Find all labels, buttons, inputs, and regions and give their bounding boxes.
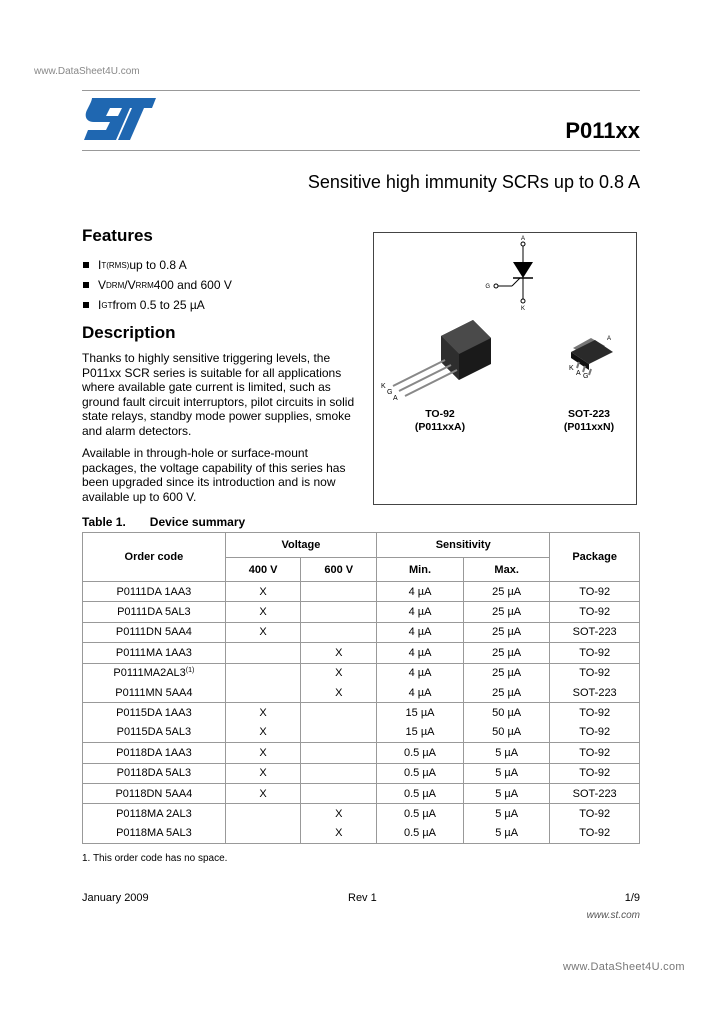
to92-pin-g: G — [387, 389, 393, 396]
header-min: Min. — [377, 558, 464, 582]
sot223-pin-tab: A — [607, 336, 612, 342]
watermark-bottom: www.DataSheet4U.com — [563, 961, 685, 973]
document-subtitle: Sensitive high immunity SCRs up to 0.8 A — [307, 172, 640, 192]
table-row: P0115DA 1AA3 X 15 µA 50 µA TO-92 — [83, 703, 640, 723]
description-paragraph-1: Thanks to highly sensitive triggering levels, the P011xx SCR series is suitable for all applications where available gate current is limited, such as ground fault circuit interruptors, pilot circuits in solid state relays, standby mode power supplies, smoke and alarm detectors. — [82, 351, 355, 438]
footer-revision: Rev 1 — [348, 892, 377, 904]
document-title: P011xx — [565, 118, 640, 143]
header-rule-top — [82, 90, 640, 91]
sot223-caption: SOT-223 (P011xxN) — [563, 408, 615, 433]
gate-label: G — [485, 284, 490, 290]
watermark-top: www.DataSheet4U.com — [34, 66, 140, 77]
feature-item-voltage: V DRM /V RRM 400 and 600 V — [82, 275, 362, 295]
header-400v: 400 V — [225, 558, 301, 582]
header-package: Package — [550, 533, 640, 582]
sot223-pin-k: K — [569, 365, 574, 372]
bullet-icon — [83, 262, 89, 268]
header-rule-bottom — [82, 150, 640, 151]
header-max: Max. — [463, 558, 549, 582]
feature-item-gate-current: I GT from 0.5 to 25 µA — [82, 295, 362, 315]
table-row: P0111MN 5AA4 X 4 µA 25 µA SOT-223 — [83, 683, 640, 703]
to92-package-icon — [393, 320, 491, 396]
table-row: P0111MA2AL3$^{(1)}$ X 4 µA 25 µA TO-92 — [83, 663, 640, 683]
features-list — [82, 255, 362, 315]
header-order-code: Order code — [83, 533, 226, 582]
table-row: P0118DN 5AA4 X 0.5 µA 5 µA SOT-223 — [83, 783, 640, 803]
features-heading: Features — [82, 226, 153, 245]
footer-date: January 2009 — [82, 892, 149, 904]
description-paragraph-2: Available in through-hole or surface-mount packages, the voltage capability of this series has been upgraded since its introduction and is now available up to 600 V. — [82, 446, 346, 504]
to92-caption: TO-92 (P011xxA) — [414, 408, 466, 433]
header-600v: 600 V — [301, 558, 377, 582]
table-row: P0118DA 5AL3 X 0.5 µA 5 µA TO-92 — [83, 763, 640, 783]
feature-item-current: I T(RMS) up to 0.8 A — [82, 255, 362, 275]
table-row: P0111MA 1AA3 X 4 µA 25 µA TO-92 — [83, 643, 640, 663]
sot223-pin-a: A — [576, 370, 581, 377]
table-row: P0111DA 5AL3 X 4 µA 25 µA TO-92 — [83, 602, 640, 622]
bullet-icon — [83, 302, 89, 308]
anode-label: A — [520, 236, 526, 242]
st-logo — [82, 96, 158, 142]
sot223-pin-g: G — [583, 373, 589, 380]
table-row: P0111DA 1AA3 X 4 µA 25 µA TO-92 — [83, 582, 640, 602]
footer-website-link[interactable]: www.st.com — [586, 910, 640, 921]
header-sensitivity: Sensitivity — [377, 533, 550, 558]
footer-page-number: 1/9 — [624, 892, 640, 904]
table-row: P0118MA 5AL3 X 0.5 µA 5 µA TO-92 — [83, 824, 640, 844]
scr-symbol-icon — [494, 242, 533, 303]
description-heading: Description — [82, 323, 176, 342]
table-row: P0118DA 1AA3 X 0.5 µA 5 µA TO-92 — [83, 743, 640, 763]
to92-pin-a: A — [393, 395, 398, 402]
table-row: P0115DA 5AL3 X 15 µA 50 µA TO-92 — [83, 723, 640, 743]
to92-pin-k: K — [381, 383, 386, 390]
table-row: P0118MA 2AL3 X 0.5 µA 5 µA TO-92 — [83, 804, 640, 824]
package-figure — [373, 232, 637, 505]
cathode-label: K — [520, 306, 526, 312]
table-footnote: 1. This order code has no space. — [82, 853, 228, 864]
header-voltage: Voltage — [225, 533, 376, 558]
bullet-icon — [83, 282, 89, 288]
table-caption: Table 1. Device summary — [82, 515, 246, 529]
device-summary-table — [82, 532, 640, 844]
table-row: P0111DN 5AA4 X 4 µA 25 µA SOT-223 — [83, 622, 640, 642]
